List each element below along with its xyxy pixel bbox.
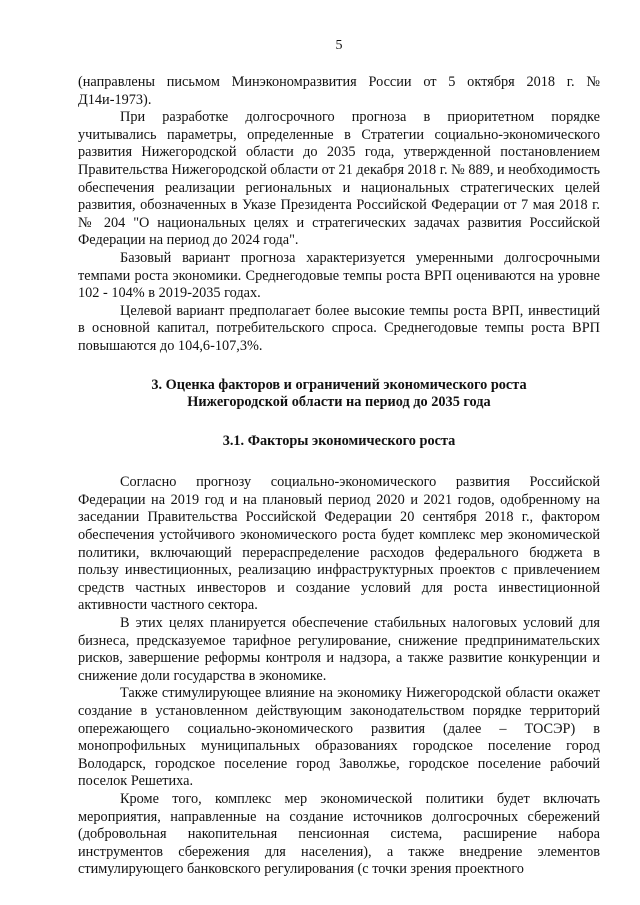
page-number: 5	[335, 38, 343, 53]
paragraph-target-scenario: Целевой вариант предполагает более высокие темпы роста ВРП, инвестиций в основной капитал, потребительского спроса. Среднегодовые темпы роста ВРП повышаются до 104,6-107,3%.	[78, 302, 600, 354]
paragraph-tax-conditions: В этих целях планируется обеспечение стабильных налоговых условий для бизнеса, предсказуемое тарифное регулирование, снижение предпринимательских рисков, завершение реформы контроля и надзора, а также развитие конкуренции и снижение доли государства в экономике.	[78, 615, 600, 684]
paragraph-savings-measures: Кроме того, комплекс мер экономической политики будет включать мероприятия, направленные на создание источников долгосрочных сбережений (добровольная накопительная пенсионная система, расширение набора инструментов сбережения для населения), а также внедрение элементов стимулирующего банковского регулирования (с точки зрения проектного	[78, 790, 600, 878]
paragraph-continuation: (направлены письмом Минэкономразвития России от 5 октября 2018 г. № Д14и-1973).	[78, 74, 600, 108]
paragraph-growth-factors: Согласно прогнозу социально-экономического развития Российской Федерации на 2019 год и на плановый период 2020 и 2021 годов, одобренному на заседании Правительства Российской Федерации 20 сентября 2018 г., фактором обеспечения устойчивого экономического роста будет комплекс мер экономической политики, включающий перераспределение расходов федерального бюджета в пользу инвестиционных, реализацию инфраструктурных проектов с привлечением средств частных инвесторов и создание условий для роста инвестиционной активности частного сектора.	[78, 474, 600, 614]
paragraph-long-term-forecast: При разработке долгосрочного прогноза в приоритетном порядке учитывались параметры, определенные в Стратегии социально-экономического развития Нижегородской области до 2035 года, утвержденной постановлением Правительства Нижегородской области от 21 декабря 2018 г. № 889, и необходимость обеспечения реализации региональных и национальных стратегических целей развития, обозначенных в Указе Президента Российской Федерации от 7 мая 2018 г. № 204 "О национальных целях и стратегических задачах развития Российской Федерации на период до 2024 года".	[78, 109, 601, 249]
section-heading-line-2: Нижегородской области на период до 2035 года	[187, 394, 491, 411]
paragraph-base-scenario: Базовый вариант прогноза характеризуется умеренными долгосрочными темпами роста экономики. Среднегодовые темпы роста ВРП оцениваются на уровне 102 - 104% в 2019-2035 годах.	[78, 249, 600, 302]
section-heading	[78, 377, 600, 412]
subsection-heading: 3.1. Факторы экономического роста	[222, 432, 456, 449]
paragraph-tosed: Также стимулирующее влияние на экономику Нижегородской области окажет создание в установленном действующим законодательством порядке территорий опережающего социально-экономического развития (далее – ТОСЭР) в монопрофильных муниципальных образованиях городское поселение город Володарск, городское поселение город Заволжье, городское поселение рабочий поселок Решетиха.	[78, 685, 600, 790]
section-heading-line-1: 3. Оценка факторов и ограничений экономического роста	[151, 376, 527, 393]
